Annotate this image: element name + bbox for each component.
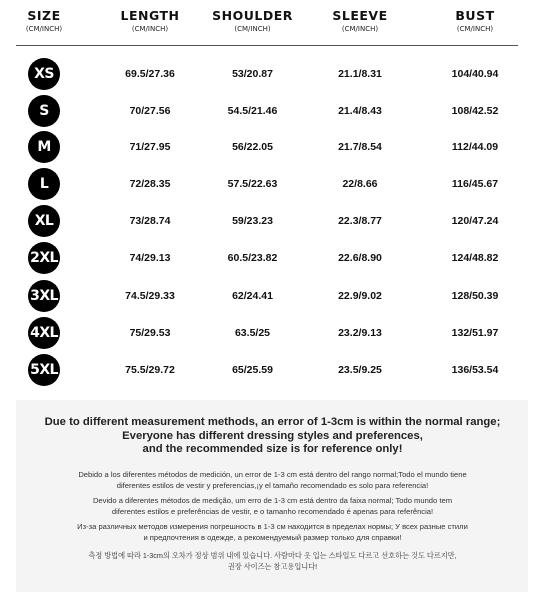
note-english-line: and the recommended size is for reference only!: [142, 443, 403, 455]
header-bust-unit: (CM/INCH): [456, 25, 494, 33]
bust-cell: 128/50.39: [451, 290, 499, 302]
bust-cell: 104/40.94: [451, 68, 499, 80]
header-length-unit: (CM/INCH): [131, 25, 169, 33]
length-cell: 74.5/29.33: [125, 290, 175, 302]
header-bust-title: BUST: [455, 8, 495, 23]
note-korean: [24, 551, 521, 572]
header-size: [18, 8, 70, 34]
header-shoulder: [200, 8, 305, 34]
note-korean-line: 권장 사이즈는 참고용입니다!: [227, 561, 318, 571]
shoulder-cell: 60.5/23.82: [227, 252, 278, 264]
bust-cell: 108/42.52: [451, 105, 499, 117]
sleeve-cell: 21.7/8.54: [338, 141, 382, 153]
size-badge: S: [28, 95, 60, 127]
shoulder-cell: 63.5/25: [234, 327, 271, 339]
header-divider: [16, 45, 518, 46]
note-portuguese-line: Devido a diferentes métodos de medição, um erro de 1-3 cm está dentro da faixa normal; Todo mundo tem: [92, 496, 453, 505]
header-size-unit: (CM/INCH): [25, 25, 63, 33]
shoulder-cell: 54.5/21.46: [227, 105, 278, 117]
sleeve-cell: 23.2/9.13: [338, 327, 382, 339]
bust-cell: 120/47.24: [451, 215, 499, 227]
table-row-3xl: [0, 278, 545, 314]
size-badge: L: [28, 168, 60, 200]
shoulder-cell: 65/25.59: [232, 364, 273, 376]
size-badge: 5XL: [28, 354, 60, 386]
length-cell: 75/29.53: [129, 327, 171, 339]
size-badge: XL: [28, 205, 60, 237]
header-length: [100, 8, 200, 34]
note-english-line: Due to different measurement methods, an error of 1-3cm is within the normal range;: [44, 416, 501, 428]
note-english: [20, 416, 525, 457]
length-cell: 75.5/29.72: [125, 364, 175, 376]
size-badge: M: [28, 131, 60, 163]
header-sleeve: [310, 8, 410, 34]
length-cell: 72/28.35: [129, 178, 171, 190]
bust-cell: 136/53.54: [451, 364, 499, 376]
header-length-title: LENGTH: [120, 8, 180, 23]
table-row-m: [0, 129, 545, 165]
shoulder-cell: 59/23.23: [232, 215, 273, 227]
shoulder-cell: 62/24.41: [232, 290, 273, 302]
bust-cell: 116/45.67: [451, 178, 499, 190]
note-spanish-line: Debido a los diferentes métodos de medición, un error de 1-3 cm está dentro del rango normal;Todo el mundo tiene: [78, 470, 467, 479]
note-spanish: [24, 470, 521, 491]
sleeve-cell: 21.4/8.43: [338, 105, 382, 117]
bust-cell: 132/51.97: [451, 327, 499, 339]
note-russian-line: Из-за различных методов измерения погрешность в 1-3 см находится в пределах нормы; У всех разные стили: [77, 522, 468, 531]
size-badge: 3XL: [28, 280, 60, 312]
header-sleeve-title: SLEEVE: [332, 8, 388, 23]
table-row-5xl: [0, 352, 545, 388]
sleeve-cell: 23.5/9.25: [338, 364, 382, 376]
table-row-xs: [0, 56, 545, 92]
header-sleeve-unit: (CM/INCH): [341, 25, 379, 33]
shoulder-cell: 53/20.87: [232, 68, 273, 80]
length-cell: 74/29.13: [129, 252, 171, 264]
note-english-line: Everyone has different dressing styles and preferences,: [122, 429, 423, 442]
shoulder-cell: 56/22.05: [232, 141, 273, 153]
sleeve-cell: 22.9/9.02: [338, 290, 382, 302]
table-row-xl: [0, 203, 545, 239]
sleeve-cell: 22.6/8.90: [338, 252, 382, 264]
size-badge: 2XL: [28, 242, 60, 274]
note-portuguese: [24, 496, 521, 517]
header-size-title: SIZE: [27, 8, 61, 23]
table-row-2xl: [0, 240, 545, 276]
header-shoulder-title: SHOULDER: [212, 8, 293, 23]
sleeve-cell: 22/8.66: [342, 178, 378, 190]
note-russian-line: и предпочтения в одежде, а рекомендуемый размер только для справки!: [143, 532, 402, 542]
bust-cell: 124/48.82: [451, 252, 499, 264]
header-shoulder-unit: (CM/INCH): [234, 25, 271, 33]
size-badge: 4XL: [28, 317, 60, 349]
sleeve-cell: 22.3/8.77: [338, 215, 382, 227]
length-cell: 73/28.74: [129, 215, 171, 227]
note-korean-line: 측정 방법에 따라 1-3cm의 오차가 정상 범위 내에 있습니다. 사람마다 옷 입는 스타일도 다르고 선호하는 것도 다르지만,: [88, 551, 457, 560]
header-bust: [420, 8, 530, 34]
note-spanish-line: diferentes estilos de vestir y preferencias,¡y el tamaño recomendado es solo para referencia!: [116, 480, 429, 490]
length-cell: 70/27.56: [129, 105, 171, 117]
note-portuguese-line: diferentes estilos e preferências de vestir, e o tamanho recomendado é apenas para referência!: [111, 506, 434, 516]
table-row-4xl: [0, 315, 545, 351]
table-row-l: [0, 166, 545, 202]
size-chart-header: [0, 0, 545, 44]
bust-cell: 112/44.09: [451, 141, 499, 153]
note-russian: [24, 522, 521, 543]
shoulder-cell: 57.5/22.63: [227, 178, 278, 190]
table-row-s: [0, 93, 545, 129]
length-cell: 71/27.95: [129, 141, 171, 153]
sleeve-cell: 21.1/8.31: [338, 68, 382, 80]
length-cell: 69.5/27.36: [125, 68, 175, 80]
size-badge: XS: [28, 58, 60, 90]
